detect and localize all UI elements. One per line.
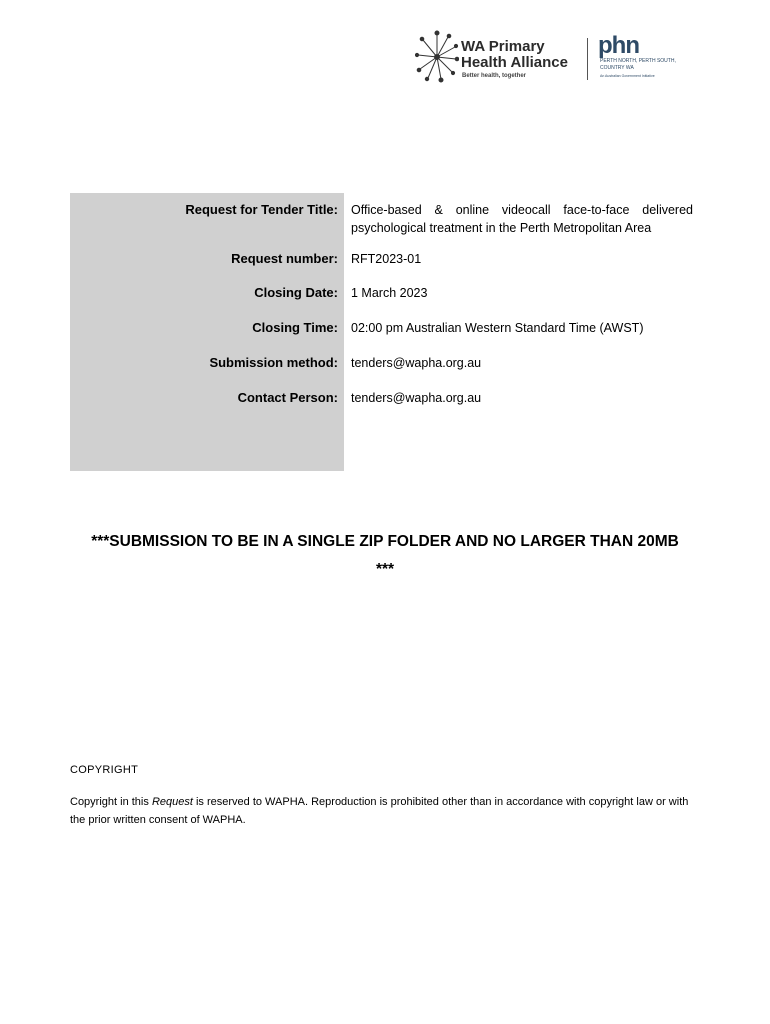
label-closing-time: Closing Time: <box>252 320 338 335</box>
wapha-tagline: Better health, together <box>462 73 527 79</box>
label-closing-date: Closing Date: <box>254 285 338 300</box>
value-contact-person[interactable]: tenders@wapha.org.au <box>351 391 482 405</box>
wapha-starburst-icon <box>415 28 459 86</box>
value-closing-time: 02:00 pm Australian Western Standard Time (AWST) <box>351 321 644 335</box>
submission-notice: ***SUBMISSION TO BE IN A SINGLE ZIP FOLDER AND NO LARGER THAN 20MB *** <box>91 533 679 578</box>
copyright-text-end: is reserved to WAPHA. Reproduction is prohibited other than in accordance with copyright law or with the prior written consent of WAPHA. <box>70 796 689 826</box>
value-request-number: RFT2023-01 <box>351 252 422 266</box>
copyright-heading: COPYRIGHT <box>70 764 139 776</box>
label-submission-method: Submission method: <box>209 355 338 370</box>
phn-initiative-text: An Australian Government Initiative <box>600 74 655 78</box>
value-submission-method[interactable]: tenders@wapha.org.au <box>351 356 482 370</box>
phn-region-text: PERTH NORTH, PERTH SOUTH, COUNTRY WA <box>600 58 676 71</box>
copyright-paragraph <box>70 793 690 829</box>
label-request-number: Request number: <box>231 251 338 266</box>
label-tender-title: Request for Tender Title: <box>185 202 338 217</box>
label-contact-person: Contact Person: <box>237 390 338 405</box>
header-logos <box>415 28 705 90</box>
value-closing-date: 1 March 2023 <box>351 286 428 300</box>
wapha-wordmark: WA Primary Health Alliance <box>461 38 568 71</box>
value-tender-title: Office-based & online videocall face-to-face delivered psychological treatment in the Perth Metropolitan Area <box>351 203 693 235</box>
copyright-text-emphasis: Request <box>151 796 193 808</box>
logo-divider <box>587 38 588 80</box>
copyright-text-start: Copyright in this <box>70 796 152 808</box>
tender-details-table <box>70 193 700 471</box>
phn-logo: phn <box>598 32 639 59</box>
